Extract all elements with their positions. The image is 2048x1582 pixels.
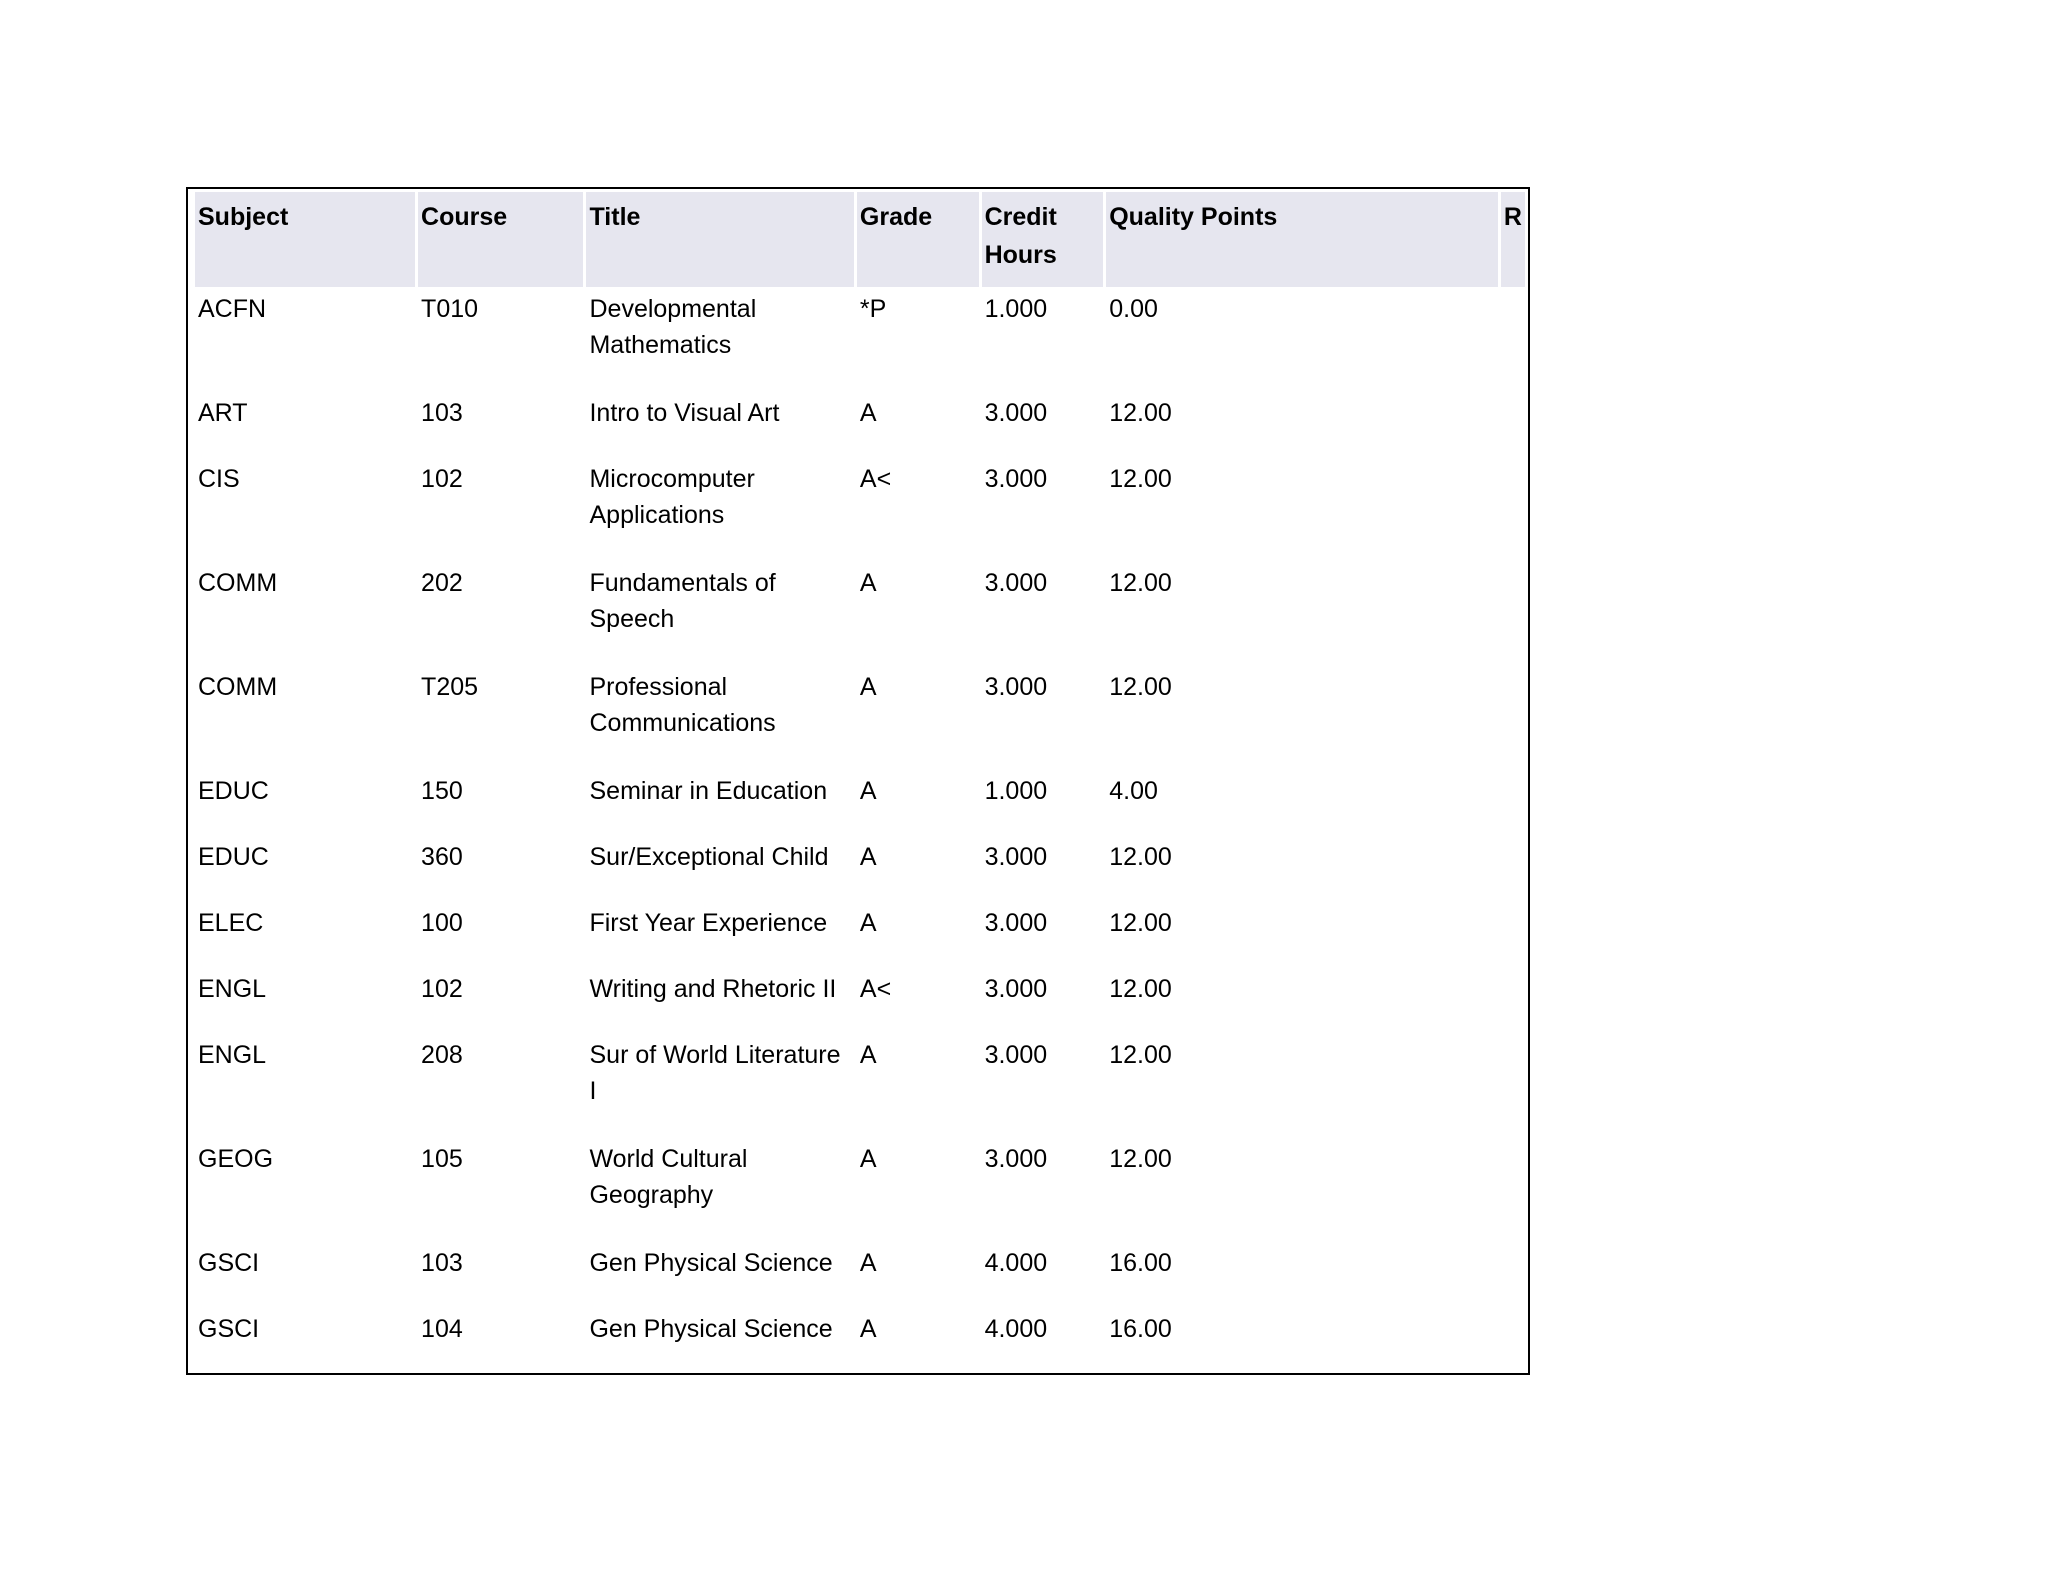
cell-title: Gen Physical Science: [589, 1315, 833, 1343]
cell-quality-points: 12.00: [1109, 975, 1172, 1003]
table-row: [195, 769, 1525, 835]
cell-subject: ART: [198, 399, 248, 427]
cell-r: [1501, 665, 1525, 769]
cell-credit-hours: 4.000: [984, 1249, 1048, 1277]
table-row: [195, 287, 1525, 391]
cell-grade: A: [859, 1041, 877, 1069]
table-row: [195, 1033, 1525, 1137]
cell-title: Fundamentals of Speech: [589, 569, 776, 633]
cell-r: [1501, 967, 1525, 1033]
table-row: [195, 1241, 1525, 1307]
cell-r: [1501, 901, 1525, 967]
cell-r: [1501, 561, 1525, 665]
cell-quality-points: 12.00: [1109, 1041, 1172, 1069]
cell-grade: A: [859, 777, 877, 805]
header-quality-points: Quality Points: [1106, 192, 1498, 287]
cell-title: Professional Communications: [589, 673, 776, 737]
cell-title: Sur/Exceptional Child: [589, 843, 829, 871]
header-credit-hours: Credit Hours: [982, 192, 1104, 287]
cell-subject: GSCI: [198, 1315, 260, 1343]
cell-subject: GEOG: [198, 1145, 274, 1173]
cell-credit-hours: 3.000: [984, 975, 1048, 1003]
table-row: [195, 1137, 1525, 1241]
cell-title: Seminar in Education: [589, 777, 828, 805]
cell-r: [1501, 457, 1525, 561]
cell-course: 100: [421, 909, 463, 937]
cell-quality-points: 16.00: [1109, 1315, 1172, 1343]
cell-quality-points: 12.00: [1109, 673, 1172, 701]
cell-title: Gen Physical Science: [589, 1249, 833, 1277]
cell-quality-points: 12.00: [1109, 569, 1172, 597]
cell-credit-hours: 3.000: [984, 843, 1048, 871]
cell-subject: ELEC: [198, 909, 264, 937]
cell-grade: A: [859, 569, 877, 597]
cell-quality-points: 12.00: [1109, 843, 1172, 871]
cell-credit-hours: 3.000: [984, 465, 1048, 493]
cell-quality-points: 0.00: [1109, 295, 1158, 323]
cell-credit-hours: 3.000: [984, 1145, 1048, 1173]
cell-credit-hours: 4.000: [984, 1315, 1048, 1343]
cell-title: World Cultural Geography: [589, 1145, 748, 1209]
cell-course: 150: [421, 777, 463, 805]
cell-course: 104: [421, 1315, 463, 1343]
cell-r: [1501, 287, 1525, 391]
cell-quality-points: 12.00: [1109, 399, 1172, 427]
cell-credit-hours: 3.000: [984, 909, 1048, 937]
cell-grade: A: [859, 673, 877, 701]
cell-grade: A: [859, 843, 877, 871]
cell-course: 102: [421, 465, 463, 493]
cell-credit-hours: 1.000: [984, 777, 1048, 805]
cell-title: Sur of World Literature I: [589, 1041, 841, 1105]
cell-subject: COMM: [198, 673, 278, 701]
header-title: Title: [586, 192, 853, 287]
cell-quality-points: 4.00: [1109, 777, 1158, 805]
cell-r: [1501, 1033, 1525, 1137]
table-row: [195, 901, 1525, 967]
cell-grade: A<: [859, 975, 892, 1003]
cell-grade: A: [859, 399, 877, 427]
transcript-table-frame: [186, 187, 1530, 1375]
cell-subject: COMM: [198, 569, 278, 597]
cell-subject: CIS: [198, 465, 240, 493]
cell-grade: A: [859, 1315, 877, 1343]
cell-subject: ACFN: [198, 295, 267, 323]
table-row: [195, 391, 1525, 457]
cell-grade: A: [859, 1145, 877, 1173]
table-row: [195, 561, 1525, 665]
header-r: R: [1501, 192, 1525, 287]
cell-subject: ENGL: [198, 975, 267, 1003]
cell-course: 103: [421, 399, 463, 427]
cell-subject: EDUC: [198, 843, 269, 871]
header-row: [195, 192, 1525, 287]
cell-quality-points: 12.00: [1109, 1145, 1172, 1173]
cell-r: [1501, 1137, 1525, 1241]
cell-quality-points: 12.00: [1109, 465, 1172, 493]
cell-r: [1501, 769, 1525, 835]
cell-quality-points: 16.00: [1109, 1249, 1172, 1277]
cell-grade: *P: [859, 295, 887, 323]
cell-quality-points: 12.00: [1109, 909, 1172, 937]
transcript-table: [192, 192, 1528, 1373]
cell-title: Writing and Rhetoric II: [589, 975, 837, 1003]
cell-r: [1501, 1241, 1525, 1307]
cell-credit-hours: 1.000: [984, 295, 1048, 323]
cell-r: [1501, 835, 1525, 901]
cell-course: T010: [421, 295, 479, 323]
cell-course: 360: [421, 843, 463, 871]
header-subject: Subject: [195, 192, 415, 287]
cell-course: 208: [421, 1041, 463, 1069]
cell-title: Microcomputer Applications: [589, 465, 755, 529]
cell-grade: A<: [859, 465, 892, 493]
header-grade: Grade: [857, 192, 979, 287]
cell-title: Intro to Visual Art: [589, 399, 780, 427]
cell-credit-hours: 3.000: [984, 399, 1048, 427]
cell-course: 202: [421, 569, 463, 597]
header-course: Course: [418, 192, 583, 287]
cell-r: [1501, 391, 1525, 457]
cell-course: 105: [421, 1145, 463, 1173]
cell-grade: A: [859, 909, 877, 937]
table-row: [195, 1307, 1525, 1373]
cell-title: Developmental Mathematics: [589, 295, 757, 359]
cell-course: 102: [421, 975, 463, 1003]
cell-subject: GSCI: [198, 1249, 260, 1277]
table-row: [195, 665, 1525, 769]
cell-course: T205: [421, 673, 479, 701]
table-row: [195, 967, 1525, 1033]
cell-r: [1501, 1307, 1525, 1373]
cell-credit-hours: 3.000: [984, 1041, 1048, 1069]
cell-credit-hours: 3.000: [984, 673, 1048, 701]
table-row: [195, 457, 1525, 561]
cell-subject: ENGL: [198, 1041, 267, 1069]
cell-credit-hours: 3.000: [984, 569, 1048, 597]
cell-course: 103: [421, 1249, 463, 1277]
table-row: [195, 835, 1525, 901]
cell-subject: EDUC: [198, 777, 269, 805]
cell-grade: A: [859, 1249, 877, 1277]
cell-title: First Year Experience: [589, 909, 828, 937]
